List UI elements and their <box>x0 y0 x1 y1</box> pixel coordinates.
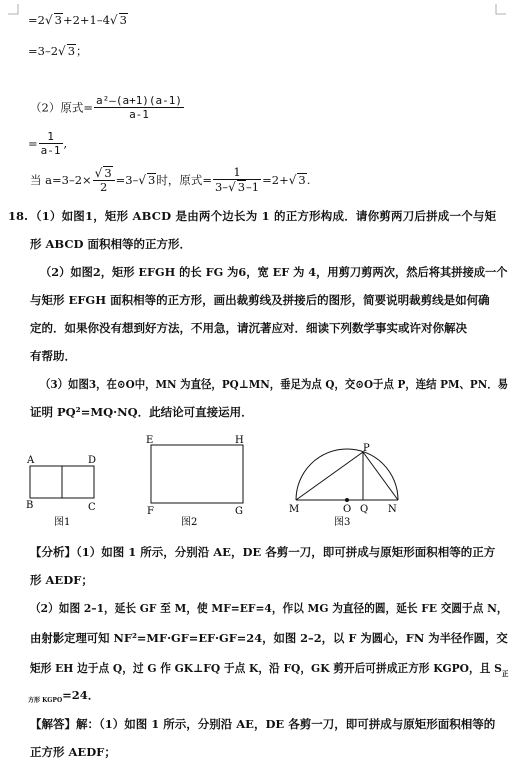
analysis-line6: $_{方形 KGPO}$=24． <box>28 688 100 704</box>
label-g: G <box>235 506 243 517</box>
label-d: D <box>88 455 97 466</box>
corner-mark-top-left <box>8 4 22 18</box>
q18-part1-line2: 形 ABCD 面积相等的正方形． <box>30 237 191 251</box>
chord-pn <box>363 452 398 500</box>
caption-fig3: 图3 <box>334 517 351 528</box>
analysis-line5: 矩形 EH 边于点 Q，过 G 作 GK⊥FQ 于点 K，沿 FQ，GK 剪开后可拼成正方形 KGPO，且 $S_正$ <box>30 661 509 678</box>
label-q: Q <box>360 504 369 515</box>
q18-part3-line1: （3）如图3，在⊙O中，MN 为直径，PQ⊥MN，垂足为点 Q，交⊙O于点 P，连结 PM、PN．易 <box>40 377 509 391</box>
corner-mark-top-right <box>492 4 506 18</box>
figure-1 <box>26 455 96 528</box>
caption-fig1: 图1 <box>54 517 71 528</box>
chord-pm <box>296 452 363 500</box>
label-b: B <box>26 500 34 511</box>
q18-part3-line2: 证明 PQ²=MQ·NQ．此结论可直接运用． <box>30 405 253 419</box>
analysis-line1: 【分析】（1）如图 1 所示，分别沿 AE，DE 各剪一刀，即可拼成与原矩形面积相等的正方 <box>30 545 496 559</box>
analysis-line4: 由射影定理可知 NF²=MF·GF=EF·GF=24，如图 2–2，以 F 为圆心，FN 为半径作圆，交 <box>30 631 508 645</box>
calc-part2-simplified: = $\frac{1}{a-1}$ , <box>28 130 68 157</box>
label-c: C <box>88 502 96 513</box>
label-f: F <box>147 506 154 517</box>
semicircle <box>296 449 398 500</box>
question-number: 18. <box>8 209 29 223</box>
analysis-line3: （2）如图 2–1，延长 GF 至 M，使 MF=EF=4，作以 MG 为直径的圆，延长 FE 交圆于点 N， <box>30 601 508 615</box>
label-m: M <box>289 504 300 515</box>
label-h: H <box>235 435 244 446</box>
label-e: E <box>146 435 154 446</box>
calc-line-1: =2√ 3+2+1–4√ 3 <box>28 13 127 27</box>
q18-part2-line1: （2）如图2，矩形 EFGH 的长 FG 为6，宽 EF 为 4，用剪刀剪两次，然后将其拼接成一个 <box>40 265 508 279</box>
q18-part1-line1: （1）如图1，矩形 ABCD 是由两个边长为 1 的正方形构成．请你剪两刀后拼成一个与矩 <box>30 209 497 223</box>
q18-part2-line2: 与矩形 EFGH 面积相等的正方形，画出裁剪线及拼接后的图形，简要说明裁剪线是如何确 <box>30 293 490 307</box>
figures <box>0 428 514 532</box>
calc-part2-expression: （2）原式= $\frac{\text{a²–(a+1)(a-1)}}{a-1}$ <box>30 94 183 121</box>
figure-2 <box>146 435 244 528</box>
q18-part2-line4: 有帮助． <box>30 349 76 363</box>
answer-line2: 正方形 AEDF； <box>30 745 116 759</box>
label-a: A <box>27 455 35 466</box>
center-point-o <box>345 498 349 502</box>
calc-part2-evaluate: 当 a=3–2× $\frac{√ 3}{2}$ =3–√ 3时，原式= $\frac{1}{3-√ 3-1}$ =2+√ 3. <box>30 165 311 194</box>
calc-line-2: =3–2√ 3； <box>28 44 88 58</box>
answer-line1: 【解答】解：（1）如图 1 所示，分别沿 AE，DE 各剪一刀，即可拼成与原矩形面积相等的 <box>30 717 496 731</box>
figure-3 <box>289 443 398 528</box>
label-o: O <box>343 504 352 515</box>
label-p: P <box>363 443 370 454</box>
q18-part2-line3: 定的．如果你没有想到好方法，不用急，请沉著应对．细读下列数学事实或许对你解决 <box>30 321 467 335</box>
rect-efgh <box>151 445 243 503</box>
label-n: N <box>388 504 397 515</box>
analysis-line2: 形 AEDF； <box>30 573 93 587</box>
caption-fig2: 图2 <box>181 517 198 528</box>
